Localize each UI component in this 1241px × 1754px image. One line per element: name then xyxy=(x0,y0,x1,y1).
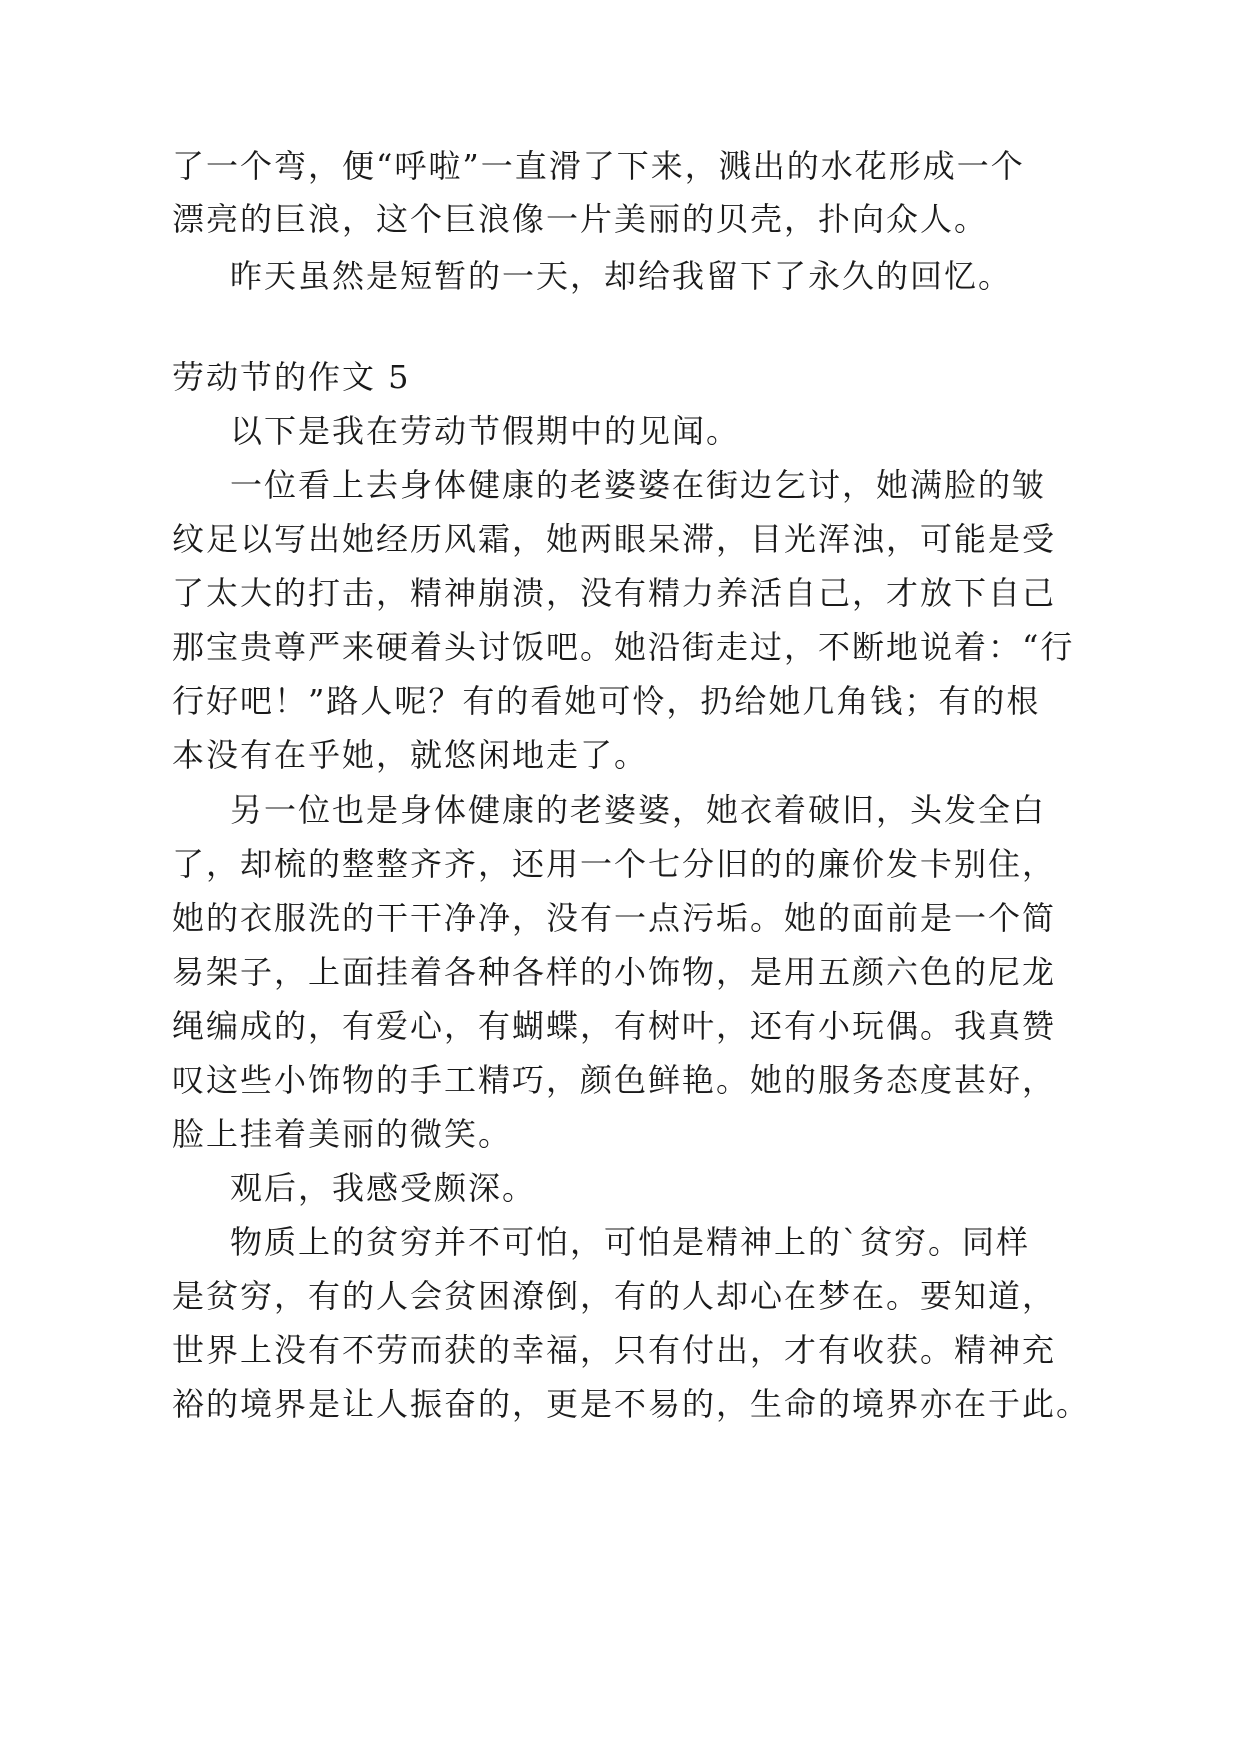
text-line: 本没有在乎她，就悠闲地走了。 xyxy=(172,736,649,774)
text-line: 了太大的打击，精神崩溃，没有精力养活自己，才放下自己 xyxy=(172,574,1057,612)
text-line: 纹足以写出她经历风霜，她两眼呆滞，目光浑浊，可能是受 xyxy=(172,520,1057,558)
text-line: 另一位也是身体健康的老婆婆，她衣着破旧，头发全白 xyxy=(230,791,1047,829)
text-line: 物质上的贫穷并不可怕，可怕是精神上的`贫穷。同样 xyxy=(230,1223,1031,1261)
text-line: 叹这些小饰物的手工精巧，颜色鲜艳。她的服务态度甚好， xyxy=(172,1061,1057,1099)
text-line: 昨天虽然是短暂的一天，却给我留下了永久的回忆。 xyxy=(230,257,1013,295)
text-line: 漂亮的巨浪，这个巨浪像一片美丽的贝壳，扑向众人。 xyxy=(172,200,989,238)
text-line: 行好吧！”路人呢？有的看她可怜，扔给她几角钱；有的根 xyxy=(172,682,1041,720)
text-line: 了，却梳的整整齐齐，还用一个七分旧的的廉价发卡别住， xyxy=(172,845,1057,883)
text-line: 观后，我感受颇深。 xyxy=(230,1169,537,1207)
text-line: 以下是我在劳动节假期中的见闻。 xyxy=(230,412,741,450)
text-line: 是贫穷，有的人会贫困潦倒，有的人却心在梦在。要知道， xyxy=(172,1277,1057,1315)
text-line: 绳编成的，有爱心，有蝴蝶，有树叶，还有小玩偶。我真赞 xyxy=(172,1007,1057,1045)
text-line: 了一个弯，便“呼啦”一直滑了下来，溅出的水花形成一个 xyxy=(172,147,1025,185)
text-line: 易架子，上面挂着各种各样的小饰物，是用五颜六色的尼龙 xyxy=(172,953,1057,991)
text-line: 她的衣服洗的干干净净，没有一点污垢。她的面前是一个简 xyxy=(172,899,1057,937)
text-line: 那宝贵尊严来硬着头讨饭吧。她沿街走过，不断地说着：“行 xyxy=(172,628,1075,666)
text-line: 一位看上去身体健康的老婆婆在街边乞讨，她满脸的皱 xyxy=(230,466,1047,504)
text-line: 脸上挂着美丽的微笑。 xyxy=(172,1115,513,1153)
section-heading: 劳动节的作文 5 xyxy=(172,358,411,396)
text-line: 世界上没有不劳而获的幸福，只有付出，才有收获。精神充 xyxy=(172,1331,1057,1369)
text-line: 裕的境界是让人振奋的，更是不易的，生命的境界亦在于此。 xyxy=(172,1385,1091,1423)
